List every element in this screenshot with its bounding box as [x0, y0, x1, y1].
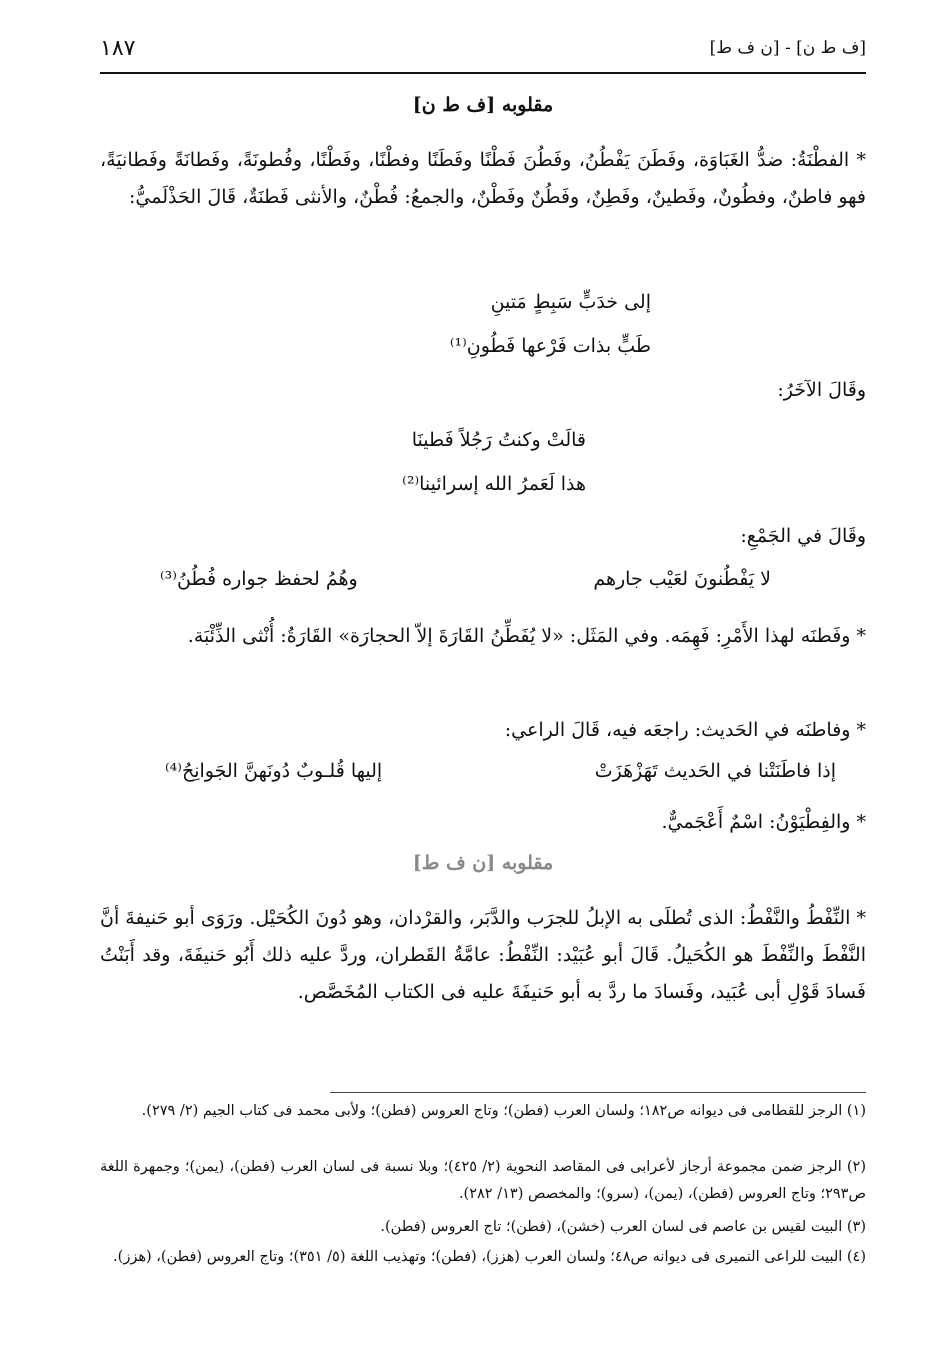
paragraph-naft: * النِّفْطُ والنَّفْطُ: الذى تُطلَى به الإبلُ للجرَب والدَّبَر، والقرْدان، وهو دُونَ الكُحَيْل. ورَوَى أبو حَنيفةَ أنَّ النَّفْطَ والنِّفْطَ هو الكُحَيلُ. قَالَ أبو عُبَيْد: النِّفْطُ: عامَّةُ القَطران، وردَّ عليه ذلك أَبُو حَنيفَةَ، وقد أَبَنْتُ فَسادَ قَوْلِ أبى عُبَيد، وفَسادَ ما ردَّ به أبو حَنيفَةَ عليه فى الكتاب المُخَصَّص. — [100, 907, 866, 1003]
verse-couplet-rai — [100, 760, 866, 790]
footnote-rule — [330, 1092, 866, 1093]
verse-line: إلى خدَبٍّ سَبِطٍ مَتينِ — [490, 291, 651, 313]
verse-line: قالَتْ وكنتُ رَجُلاً فَطينَا — [411, 429, 586, 451]
paragraph-fitna: * الفطْنَةُ: ضدُّ الغَبَاوَة، وفَطَنَ يَفْطُنُ، وفَطُنَ فَطْنًا وفَطَنًا وفطْنًا، وفَطْنًا، وفُطونَةً، وفَطانَةً وفَطانيَةً، فهو فاطنٌ، وفطُونٌ، وفَطينٌ، وفَطِنٌ، وفَطُنٌ وفَطْنٌ، والجمعُ: فُطْنٌ، والأنثى فَطنَةٌ، قَالَ الحَذْلَميُّ: — [100, 149, 866, 208]
page-header — [100, 36, 866, 70]
hemistich-second: إليها قُلـوبٌ دُونَهنَّ الجَوانِحُ⁽⁴⁾ — [165, 760, 383, 782]
verse-intro-other: وقَالَ الآخَرُ: — [777, 379, 866, 401]
footnote-2: (٢) الرجز ضمن مجموعة أرجاز لأعرابى فى المقاصد النحوية (٢/ ٤٢٥)؛ وبلا نسبة فى لسان العرب (فطن)، (يمن)؛ وجمهرة اللغة ص٢٩٣؛ وتاج العروس (فطن)، (يمن)، (سرو)؛ والمخصص (١٣/ ٢٨٢). — [100, 1159, 866, 1202]
verse-line: طَبٍّ بذات فَرْعها فَطُونِ⁽¹⁾ — [449, 335, 651, 357]
verse-intro-plural: وقَالَ في الجَمْعِ: — [740, 525, 866, 547]
paragraph-fattana: * وفَطنَه لهذا الأَمْرِ: فَهِمَه. وفي المَثَل: «لا يُفَطِّنُ القَارَةَ إلاّ الحجارَة» القَارَةُ: أُنْثى الذِّئْبَة. — [187, 625, 866, 647]
running-title: [ف ط ن] - [ن ف ط] — [709, 38, 866, 58]
section-title-naft: مقلوبه [ن ف ط] — [412, 852, 554, 874]
footnote-3: (٣) البيت لقيس بن عاصم فى لسان العرب (خشن)، (فطن)؛ تاج العروس (فطن). — [380, 1219, 866, 1235]
hemistich-first: لا يَفْطُنونَ لعَيْب جارهم — [593, 568, 771, 590]
verse-couplet-fatun — [100, 568, 866, 598]
hemistich-second: وهُمُ لحفظ جواره فُطُنُ⁽³⁾ — [160, 568, 358, 590]
paragraph-fityawn: * والفِطْيَوْنُ: اسْمٌ أَعْجَميٌّ. — [661, 811, 866, 833]
paragraph-fatana: * وفاطنَه في الحَديث: راجعَه فيه، قَالَ الراعي: — [504, 719, 866, 741]
verse-line: هذا لَعَمرُ الله إسرائينا⁽²⁾ — [402, 473, 586, 495]
hemistich-first: إذا فاطَنَتْنا في الحَديث تَهَزْهَزَتْ — [594, 760, 836, 782]
footnote-1: (١) الرجز للقطامى فى ديوانه ص١٨٢؛ ولسان العرب (فطن)؛ وتاج العروس (فطن)؛ ولأبى محمد فى كتاب الجيم (٢/ ٢٧٩). — [141, 1103, 866, 1119]
section-title-fatn: مقلوبه [ف ط ن] — [412, 94, 554, 116]
page-number: ١٨٧ — [100, 36, 136, 61]
verse-fatina — [402, 418, 586, 506]
footnote-4: (٤) البيت للراعى النميرى فى ديوانه ص٤٨؛ ولسان العرب (هزز)، (فطن)؛ وتهذيب اللغة (٥/ ٣٥١)؛ وتاج العروس (فطن)، (هزز). — [113, 1249, 866, 1265]
verse-hadhlami — [450, 280, 651, 368]
header-rule — [100, 72, 866, 74]
